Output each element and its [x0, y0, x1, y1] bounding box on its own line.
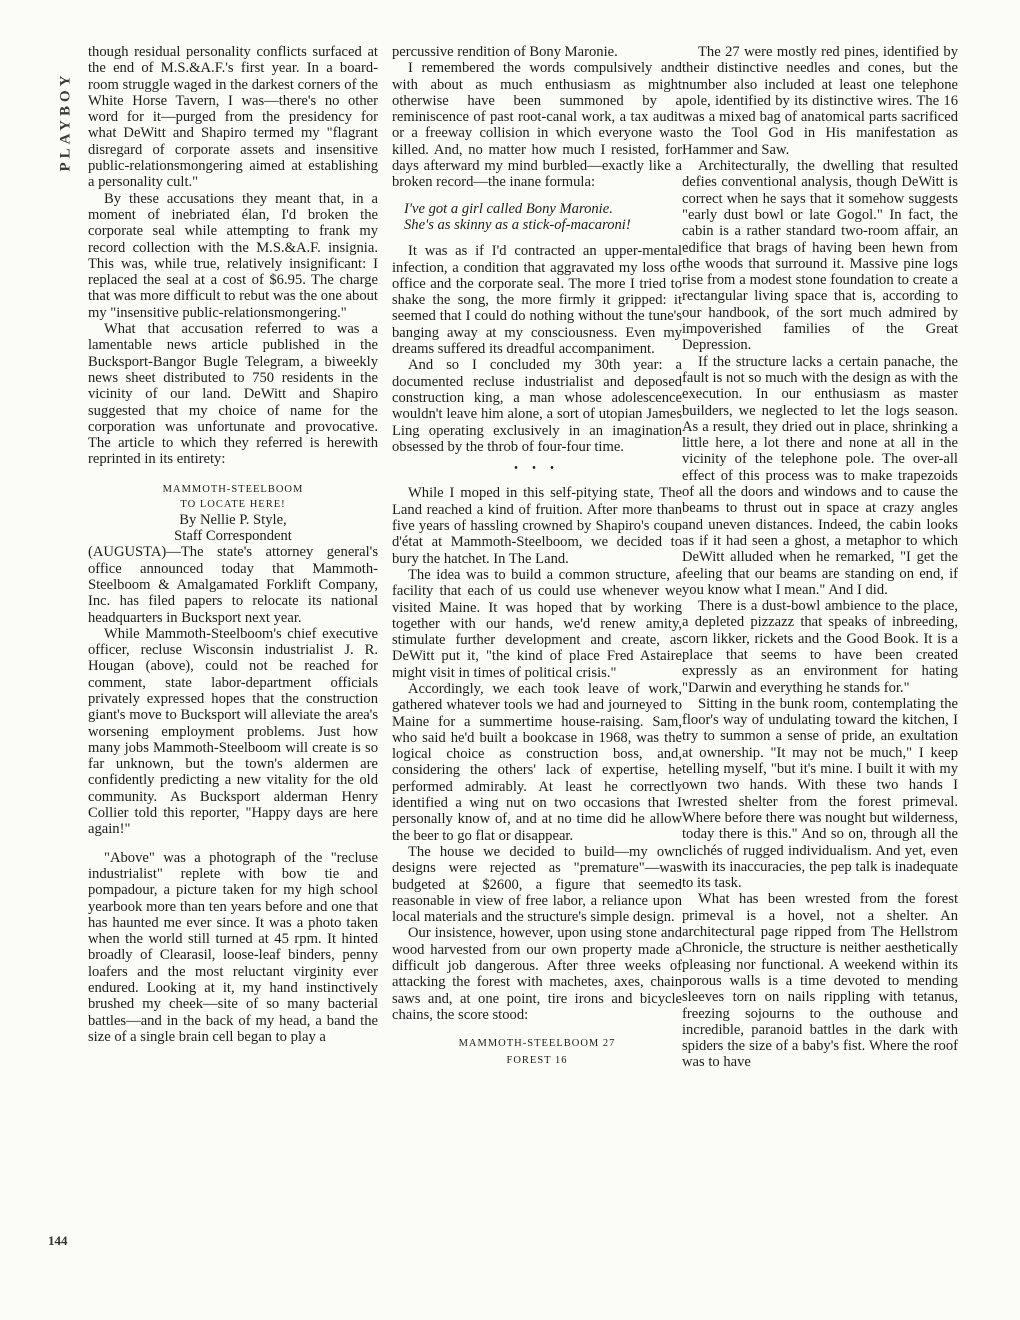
paragraph: By these accusations they meant that, in a moment of inebriated élan, I'd broken the corporate seal while attempting to frank my record collection with the M.S.&A.F. insignia. This was, while true, relatively insignificant: I replaced the seal at a cost of $6.95. The charge that was more difficult to rebut was the one about my "insensitive public-relationsmongering.": [88, 190, 378, 321]
paragraph: The idea was to build a common structure, a facility that each of us could use whenever we visited Maine. It was hoped that by working together with our hands, we'd renew amity, stimulate further development and create, as DeWitt put it, "the kind of place Fred Astaire might visit in times of political crisis.": [392, 566, 682, 681]
song-line: She's as skinny as a stick-of-macaroni!: [404, 216, 631, 233]
paragraph: While Mammoth-Steelboom's chief executive officer, recluse Wisconsin industrialist J. R. Hougan (above), could not be reached for comment, state labor-department officials privately expressed hopes that the construction giant's move to Bucksport will alleviate the area's worsening employment problems. Just how many jobs Mammoth-Steelboom will create is so far unknown, but the town's aldermen are confidently predicting a new vitality for the old community. As Bucksport alderman Henry Collier told this reporter, "Happy days are here again!": [88, 625, 378, 838]
byline: By Nellie P. Style,: [179, 511, 287, 528]
headline-line: TO LOCATE HERE!: [180, 498, 286, 510]
paragraph: I remembered the words compulsively and with about as much enthusiasm as might otherwise have been summoned by a reminiscence of past root-canal work, a tax audit or a freeway collision in which everyone was killed. And, no matter how much I resisted, for days afterward my mind burbled—exactly like a broken record—the inane formula:: [392, 60, 682, 191]
song-line: I've got a girl called Bony Maronie.: [404, 200, 613, 217]
article-column-2: [392, 44, 682, 1069]
side-brand-text: PLAYBOY: [57, 71, 74, 171]
paragraph: There is a dust-bowl ambience to the place, a depleted pizzazz that speaks of inbreeding, corn likker, rickets and the Good Book. It is a place that seems to have been created expressly as an environment for hating "Darwin and everything he stands for.": [682, 598, 958, 696]
paragraph: What has been wrested from the forest primeval is a hovel, not a shelter. An architectural page ripped from The Hellstrom Chronicle, the structure is neither aesthetically pleasing nor functional. A weekend within its porous walls is a time devoted to mending sleeves torn on nails rippling with tetanus, freezing sojourns to the outhouse and incredible, paranoid battles in the dark with spiders the size of a baby's fist. Where the roof was to have: [682, 891, 958, 1071]
paragraph: Accordingly, we each took leave of work, gathered whatever tools we had and journeyed to Maine for a summertime house-raising. Sam, who said he'd built a bookcase in 1968, was the logical choice as construction boss, and, considering the others' lack of expertise, he performed admirably. At least he correctly identified a wing nut on two occasions that I personally know of, and at no time did he allow the beer to go flat or disappear.: [392, 680, 682, 844]
paragraph: If the structure lacks a certain panache, the fault is not so much with the design as with the execution. In our enthusiasm as master builders, we neglected to let the logs season. As a result, they dried out in place, shrinking a little here, a lot there and none at all in the vicinity of the telephone pole. The over-all effect of this process was to make trapezoids of all the doors and windows and to cause the beams to thrust out in space at crazy angles and uneven distances. Indeed, the cabin looks as if it had seen a ghost, a metaphor to which DeWitt alluded when he remarked, "I get the feeling that our beams are standing on end, if you know what I mean." And I did.: [682, 353, 958, 598]
byline-title: Staff Correspondent: [174, 528, 292, 545]
paragraph: percussive rendition of Bony Maronie.: [392, 44, 618, 60]
magazine-side-brand: [52, 46, 80, 196]
paragraph: While I moped in this self-pitying state, The Land reached a kind of fruition. After more than five years of hassling crowned by Shapiro's coup d'état at Mammoth-Steelboom, we decided to bury the hatchet. In The Land.: [392, 485, 682, 567]
section-divider: • • •: [514, 463, 560, 475]
song-lyrics: [404, 201, 682, 234]
paragraph: Our insistence, however, upon using stone and wood harvested from our own property made a difficult job dangerous. After three weeks of attacking the forest with machetes, axes, chain saws and, at one point, tire irons and bicycle chains, the score stood:: [392, 925, 682, 1023]
article-column-3: [682, 44, 958, 1071]
score-line: MAMMOTH-STEELBOOM 27: [458, 1038, 616, 1050]
paragraph: And so I concluded my 30th year: a documented recluse industrialist and deposed construction king, a man whose adolescence wouldn't leave him alone, a sort of utopian James Ling operating exclusively in an imagination obsessed by the throb of four-four time.: [392, 357, 682, 455]
score-line: FOREST 16: [506, 1055, 568, 1067]
score-box: [392, 1035, 682, 1069]
paragraph: Architecturally, the dwelling that resulted defies conventional analysis, though DeWitt is correct when he says that it somehow suggests "early dust bowl or late Gogol." In fact, the cabin is a rather standard two-room affair, an edifice that brags of having been hewn from the woods that surround it. Massive pine logs rise from a modest stone foundation to create a rectangular living space that is, according to our handbook, of the sort much admired by impoverished families of the Great Depression.: [682, 158, 958, 354]
article-column-1: [88, 44, 378, 1045]
page-number: 144: [48, 1233, 68, 1248]
paragraph: The house we decided to build—my own designs were rejected as "premature"—was budgeted at $2600, a figure that seemed reasonable in view of free labor, a reliance upon local materials and the structure's simple design.: [392, 843, 682, 926]
paragraph: It was as if I'd contracted an upper-mental infection, a condition that aggravated my loss of office and the corporate seal. The more I tried to shake the song, the more firmly it gripped: it seemed that I could do nothing without the tune's banging away at my consciousness. Even my dreams suffered its dreadful accompaniment.: [392, 243, 682, 358]
paragraph: Sitting in the bunk room, contemplating the floor's way of undulating toward the kitchen, I try to summon a sense of pride, an exultation at ownership. "It may not be much," I keep telling myself, "but it's mine. I built it with my own two hands. With these two hands I wrested shelter from the forest primeval. Where before there was nought but wilderness, today there is this." And so on, through all the clichés of rugged individualism. And yet, even with its inaccuracies, the pep talk is inadequate to its task.: [682, 695, 958, 892]
paragraph: (AUGUSTA)—The state's attorney general's office announced today that Mammoth-Steelboom & Amalgamated Forklift Company, Inc. has filed papers to relocate its national headquarters in Bucksport next year.: [88, 544, 378, 626]
reprinted-headline: [88, 482, 378, 512]
headline-line: MAMMOTH-STEELBOOM: [162, 483, 304, 495]
paragraph: The 27 were mostly red pines, identified by their distinctive needles and cones, but the number also included at least one telephone pole, identified by its distinctive wires. The 16 was a mixed bag of anatomical parts sacrificed to the Tool God in His manifestation as Hammer and Saw.: [682, 44, 958, 158]
paragraph: What that accusation referred to was a lamentable news article published in the Bucksport-Bangor Bugle Telegram, a biweekly news sheet distributed to 750 residents in the vicinity of our land. DeWitt and Shapiro suggested that my choice of name for the corporation was unfortunate and provocative. The article to which they referred is herewith reprinted in its entirety:: [88, 321, 378, 468]
paragraph: though residual personality conflicts surfaced at the end of M.S.&A.F.'s first year. In a board-room struggle waged in the darkest corners of the White Horse Tavern, I was—there's no other word for it—purged from the presidency for what DeWitt and Shapiro termed my "flagrant disregard of corporate assets and insensitive public-relationsmongering aimed at establishing a personality cult.": [88, 44, 378, 191]
paragraph: "Above" was a photograph of the "recluse industrialist" replete with bow tie and pompadour, a picture taken for my high school yearbook more than ten years before and one that has haunted me ever since. It was a photo taken when the world still turned at 45 rpm. It hinted broadly of Clearasil, loose-leaf binders, penny loafers and the most reluctant virginity ever endured. Looking at it, my hand instinctively brushed my cheek—site of so many bacterial battles—and in the back of my head, a band the size of a single brain cell began to play a: [88, 849, 378, 1045]
